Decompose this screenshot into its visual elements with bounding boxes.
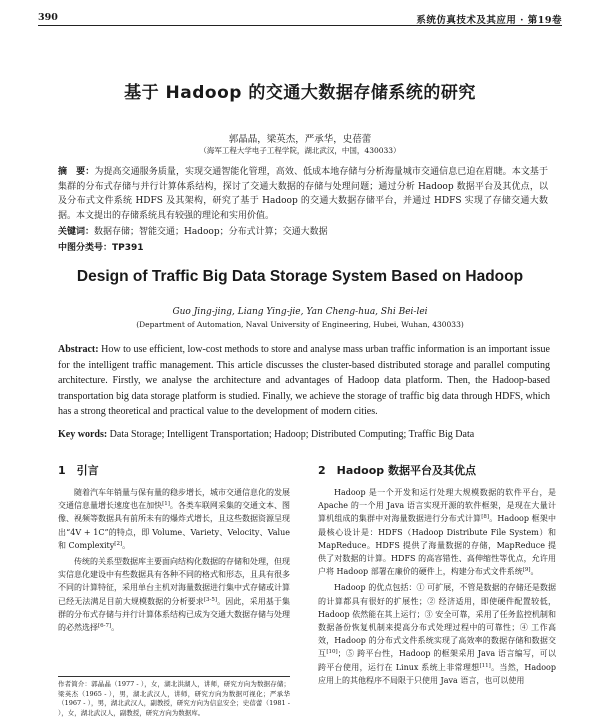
paragraph: 传统的关系型数据库主要面向结构化数据的存储和处理，但现实信息化建设中有些数据具有各种不同的格式和形态，且具有很多不同的计算特征，采用单台主机对海量数据进行集中式存储或计算已经无法满足目前大规模数据的分析要求[3-5]。因此，采用基于集群的分布式存储与并行计算体系结构已成为交通大数据存储与处理的必然选择[6-7]。 bbox=[58, 557, 291, 633]
footnote-divider bbox=[58, 676, 290, 677]
paragraph: 随着汽车年销量与保有量的稳步增长，城市交通信息化的发展交通信息量增长速度也在加快[1]。各类车联网采集的交通文本、图像、视频等数据具有前所未有的爆炸式增长，且这些数据资源呈现出“4V + 1C”的特点，即 Volume、Variety、Velocity、Value 和 Complexity[2]。 bbox=[58, 488, 290, 550]
keywords-chinese bbox=[58, 225, 548, 239]
keywords-english bbox=[58, 428, 550, 442]
classification-value: TP391 bbox=[112, 243, 144, 253]
citation: [10] bbox=[326, 649, 338, 656]
abstract-text-chinese: 为提高交通服务质量，实现交通智能化管理，高效、低成本地存储与分析海量城市交通信息已迫在眉睫。本文基于集群的分布式存储与并行计算体系结构，探讨了交通大数据的存储与处理问题；通过分析 Hadoop 数据平台及其优点，以及分布式文件系统 HDFS 及其架构，研究了基于 Hadoop 的交通大数据存储平台，并通过 HDFS 实现了存储交通大数据。本文提出的存储系统具有较强的理论和实用价值。 bbox=[58, 167, 548, 221]
keywords-text-english: Data Storage; Intelligent Transportation; Hadoop; Distributed Computing; Traffic Big Data bbox=[107, 429, 475, 440]
keywords-text-chinese: 数据存储；智能交通；Hadoop；分布式计算；交通大数据 bbox=[94, 227, 328, 237]
abstract-label-chinese: 摘 要： bbox=[58, 167, 95, 177]
abstract-chinese bbox=[58, 165, 548, 223]
affiliation-english: (Department of Automation, Naval University of Engineering, Hubei, Wuhan, 430033) bbox=[136, 320, 464, 329]
keywords-label-english: Key words: bbox=[58, 429, 108, 440]
abstract-english bbox=[58, 342, 550, 420]
column-right bbox=[318, 486, 556, 687]
authors-chinese: 郭晶晶，梁英杰，严承华，史蓓蕾 bbox=[228, 134, 372, 145]
affiliation-chinese: （海军工程大学电子工程学院，湖北武汉，中国，430033） bbox=[199, 146, 401, 155]
section-heading-introduction: 1 引言 bbox=[58, 464, 99, 477]
citation: [11] bbox=[479, 662, 491, 669]
column-left bbox=[58, 486, 290, 634]
citation: [3-5] bbox=[203, 596, 218, 603]
paragraph: Hadoop 的优点包括：① 可扩展，不管是数据的存储还是数据的计算都具有很好的扩展性；② 经济适用，即使硬件配置较低，Hadoop 依然能在其上运行；③ 安全可靠，采用了任务监控机制和数据备份恢复机制来提高分布式处理过程中的可靠性；④ 工作高效，Hadoop 的分布式文件系统实现了高效率的数据存储和数据交互[10]；⑤ 跨平台性，Hadoop 的框架采用 Java 语言编写，可以跨平台使用，运行在 Linux 系统上非常理想[11]。当然，Hadoop 应用上的其他程序不局限于只使用 Java 语言，也可以使用 bbox=[318, 583, 557, 685]
paper-title-chinese: 基于 Hadoop 的交通大数据存储系统的研究 bbox=[124, 83, 476, 103]
citation: [2] bbox=[114, 540, 123, 547]
paper-title-english: Design of Traffic Big Data Storage System Based on Hadoop bbox=[76, 268, 524, 285]
citation: [9] bbox=[522, 567, 531, 574]
author-footnote: 作者简介：郭晶晶（1977 - ），女，湖北洪湖人，讲师，研究方向为数据存储；梁英杰（1965 - ），男，湖北武汉人，讲师，研究方向为数据可视化；严承华（1967 - ），男，湖北武汉人，副教授，研究方向为信息安全；史蓓蕾（1981 - ），女，湖北武汉人，副教授，研究方向为数据库。 bbox=[58, 680, 290, 717]
journal-name: 系统仿真技术及其应用 · 第19卷 bbox=[416, 15, 562, 26]
abstract-label-english: Abstract: bbox=[58, 344, 99, 355]
citation: [8] bbox=[481, 514, 490, 521]
section-heading-hadoop-platform: 2 Hadoop 数据平台及其优点 bbox=[318, 464, 476, 477]
paragraph: Hadoop 是一个开发和运行处理大规模数据的软件平台，是 Apache 的一个用 Java 语言实现开源的软件框架，是现在大量计算机组成的集群中对海量数据进行分布式计算[8]。Hadoop 框架中最核心设计是：HDFS（Hadoop Distribute File System）和 MapReduce。HDFS 提供了海量数据的存储，MapReduce 提供了对数据的计算。HDFS 的高容错性、高伸缩性等优点，允许用户将 Hadoop 部署在廉价的硬件上，构建分布式文件系统[9]。 bbox=[318, 488, 557, 577]
abstract-text-english: How to use efficient, low-cost methods to store and analyse mass urban traffic information is an important issue for the intelligent traffic management. This article discusses the cluster-based distributed storage and parallel computing architecture. Firstly, we analyse the architecture and advantages of Hadoop data platform. Then, the Hadoop-based transportation big data storage platform is studied. Finally, we achieve the storage of traffic big data through HDFS, which has a strong theoretical and practical value to the development of modern cities. bbox=[58, 344, 550, 417]
citation: [1] bbox=[162, 501, 170, 508]
authors-english: Guo Jing-jing, Liang Ying-jie, Yan Cheng-hua, Shi Bei-lei bbox=[172, 307, 428, 317]
classification-number bbox=[58, 241, 548, 255]
classification-label: 中图分类号： bbox=[58, 243, 113, 253]
page-number: 390 bbox=[38, 12, 58, 23]
keywords-label-chinese: 关键词： bbox=[58, 227, 95, 237]
running-header bbox=[38, 12, 562, 26]
citation: [6-7] bbox=[98, 623, 112, 630]
